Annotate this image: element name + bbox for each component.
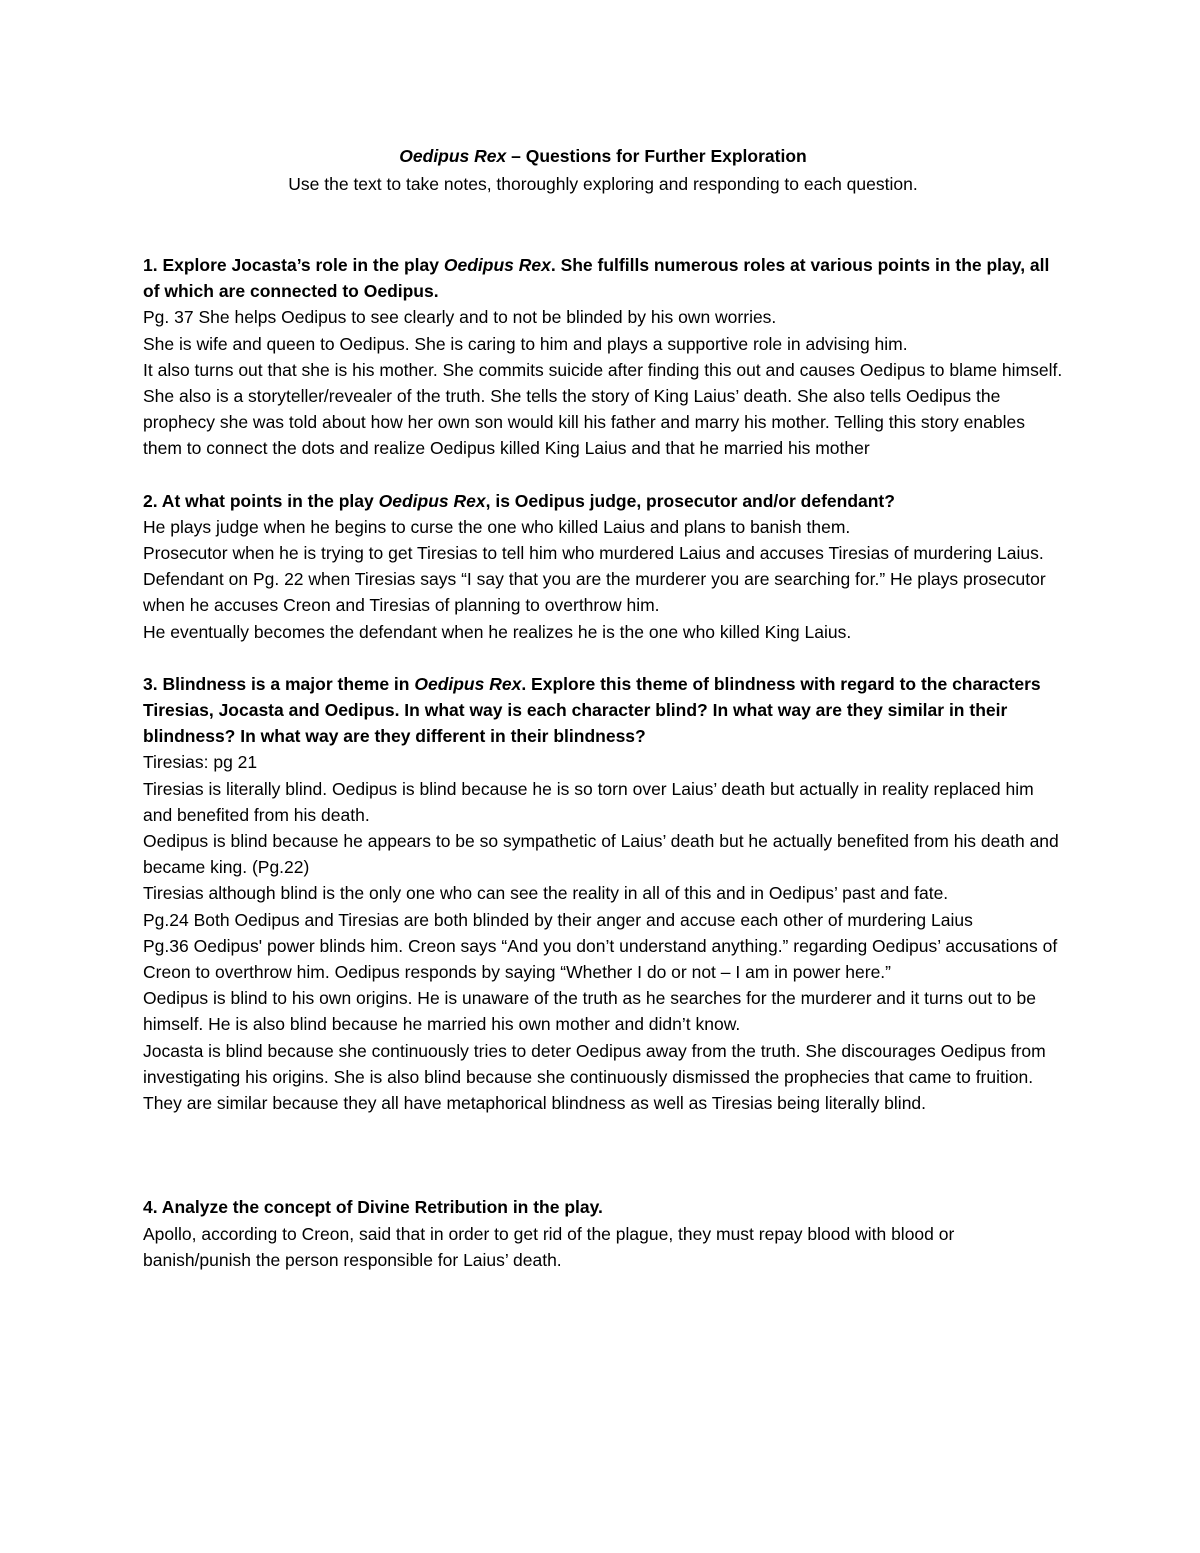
document-page <box>143 142 1063 1299</box>
question-1 <box>143 252 1063 462</box>
answer-line: Oedipus is blind to his own origins. He is unaware of the truth as he searches for the murderer and it turns out to be himself. He is also blind because he married his own mother and didn’t know. <box>143 988 1036 1035</box>
document-subtitle: Use the text to take notes, thoroughly exploring and responding to each question. <box>288 174 918 194</box>
answer-line: Pg.36 Oedipus' power blinds him. Creon says “And you don’t understand anything.” regarding Oedipus’ accusations of Creon to overthrow him. Oedipus responds by saying “Whether I do or not – I am in power here.” <box>143 935 1058 983</box>
answer-line: Prosecutor when he is trying to get Tiresias to tell him who murdered Laius and accuses Tiresias of murdering Laius. Defendant on Pg. 22 when Tiresias says “I say that you are the murderer you are searching for.” He plays prosecutor when he accuses Creon and Tiresias of planning to overthrow him. <box>143 543 1046 616</box>
question-prompt: 4. Analyze the concept of Divine Retribution in the play. <box>143 1197 603 1218</box>
answer-line: He eventually becomes the defendant when he realizes he is the one who killed King Laius. <box>143 621 852 642</box>
answer-line: Tiresias is literally blind. Oedipus is blind because he is so torn over Laius’ death but actually in reality replaced him and benefited from his death. <box>143 778 1034 825</box>
answer-line: Jocasta is blind because she continuously tries to deter Oedipus away from the truth. She discourages Oedipus from investigating his origins. She is also blind because she continuously dismissed the prophecies that came to fruition. <box>143 1040 1046 1087</box>
answer-line: Tiresias although blind is the only one who can see the reality in all of this and in Oedipus’ past and fate. <box>143 883 949 904</box>
title-rest: – Questions for Further Exploration <box>506 146 807 166</box>
answer-line: Oedipus is blind because he appears to be so sympathetic of Laius’ death but he actually benefited from his death and became king. (Pg.22) <box>143 831 1059 878</box>
question-prompt: 2. At what points in the play Oedipus Rex, is Oedipus judge, prosecutor and/or defendant? <box>143 490 895 511</box>
question-4 <box>143 1194 1063 1273</box>
blank-spacer <box>143 1142 1063 1194</box>
answer-line: Pg.24 Both Oedipus and Tiresias are both blinded by their anger and accuse each other of murdering Laius <box>143 909 973 930</box>
answer-line: She is wife and queen to Oedipus. She is caring to him and plays a supportive role in advising him. <box>143 333 908 354</box>
answer-line: Pg. 37 She helps Oedipus to see clearly and to not be blinded by his own worries. <box>143 307 777 328</box>
question-3 <box>143 671 1063 1116</box>
answer-line: It also turns out that she is his mother. She commits suicide after finding this out and causes Oedipus to blame himself. <box>143 359 1063 380</box>
answer-line: She also is a storyteller/revealer of the truth. She tells the story of King Laius’ death. She also tells Oedipus the prophecy she was told about how her own son would kill his father and marry his mother. Telling this story enables them to connect the dots and realize Oedipus killed King Laius and that he married his mother <box>143 386 1025 459</box>
question-prompt: 3. Blindness is a major theme in Oedipus Rex. Explore this theme of blindness with regard to the characters Tiresias, Jocasta and Oedipus. In what way is each character blind? In what way are they similar in their blindness? In what way are they different in their blindness? <box>143 673 1041 747</box>
answer-line: They are similar because they all have metaphorical blindness as well as Tiresias being literally blind. <box>143 1093 927 1114</box>
question-prompt: 1. Explore Jocasta’s role in the play Oedipus Rex. She fulfills numerous roles at various points in the play, all of which are connected to Oedipus. <box>143 255 1050 302</box>
document-title <box>143 142 1063 170</box>
answer-line: Tiresias: pg 21 <box>143 752 258 773</box>
answer-line: Apollo, according to Creon, said that in order to get rid of the plague, they must repay blood with blood or banish/punish the person responsible for Laius’ death. <box>143 1223 955 1270</box>
answer-line: He plays judge when he begins to curse the one who killed Laius and plans to banish them. <box>143 516 851 537</box>
title-play-name: Oedipus Rex <box>399 146 507 166</box>
question-2 <box>143 488 1063 645</box>
